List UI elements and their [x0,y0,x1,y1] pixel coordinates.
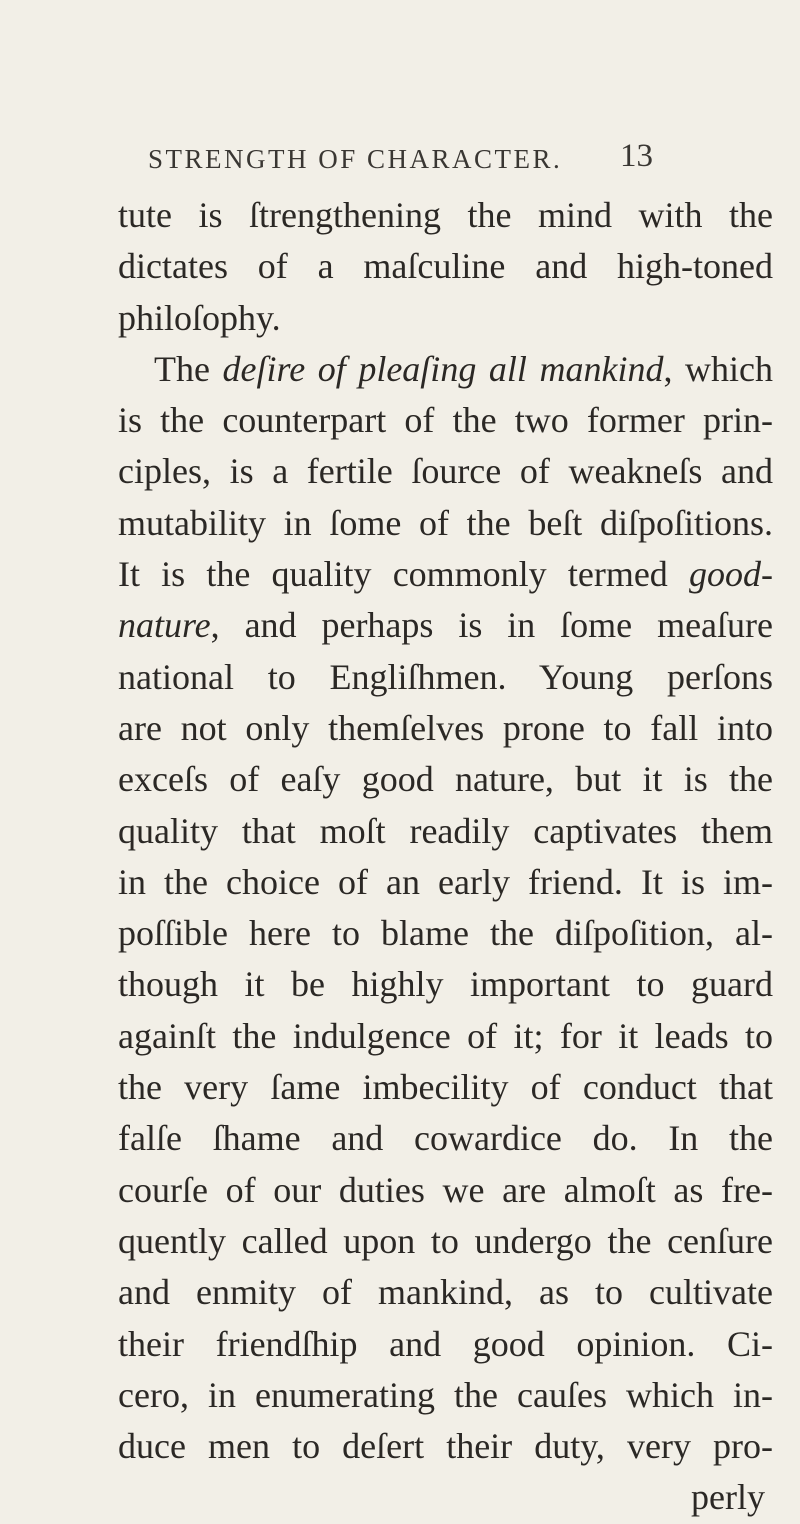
text-line: quality that moſt readily captivates them [118,810,773,851]
text-line: courſe of our duties we are almoſt as fre- [118,1169,773,1210]
text-run: It is the quality commonly termed [118,554,689,595]
text-line: is the counterpart of the two former prin- [118,400,773,441]
text-line: in the choice of an early friend. It is im- [118,861,773,902]
italic-phrase: nature [118,605,211,646]
page-number: 13 [620,138,653,174]
body-text [118,190,773,1524]
paragraph-start-line [118,344,773,395]
running-head [0,140,800,180]
text-line [118,549,773,600]
running-title: STRENGTH OF CHARACTER. [148,144,563,174]
text-line: tute is ſtrengthening the mind with the [118,195,773,235]
text-run: , which [663,348,774,389]
text-line: philoſophy. [118,297,281,338]
text-line: cero, in enumerating the cauſes which in- [118,1374,773,1415]
text-line: mutability in ſome of the beſt diſpoſitions. [118,502,773,543]
text-line: poſſible here to blame the diſpoſition, al- [118,913,773,954]
text-line: exceſs of eaſy good nature, but it is the [118,759,773,800]
text-line: their friendſhip and good opinion. Ci- [118,1323,773,1364]
text-line: ciples, is a fertile ſource of weakneſs and [118,451,773,492]
italic-phrase: good- [689,554,773,595]
text-line: national to Engliſhmen. Young perſons [118,656,773,697]
text-line: duce men to deſert their duty, very pro- [118,1426,773,1467]
text-line [118,600,773,651]
text-line: dictates of a maſculine and high-toned [118,246,773,287]
text-run: The [154,348,223,389]
text-line: though it be highly important to guard [118,964,773,1005]
text-line: falſe ſhame and cowardice do. In the [118,1118,773,1159]
text-line: againſt the indulgence of it; for it leads to [118,1015,773,1056]
italic-phrase: deſire of pleaſing all mankind [222,348,664,389]
text-run: , and perhaps is in ſome meaſure [210,605,773,646]
text-line: the very ſame imbecility of conduct that [118,1067,773,1108]
catchword: perly [691,1477,765,1518]
text-line: are not only themſelves prone to fall into [118,707,773,748]
text-line: quently called upon to undergo the cenſure [118,1220,773,1261]
text-line: and enmity of mankind, as to cultivate [118,1272,773,1313]
